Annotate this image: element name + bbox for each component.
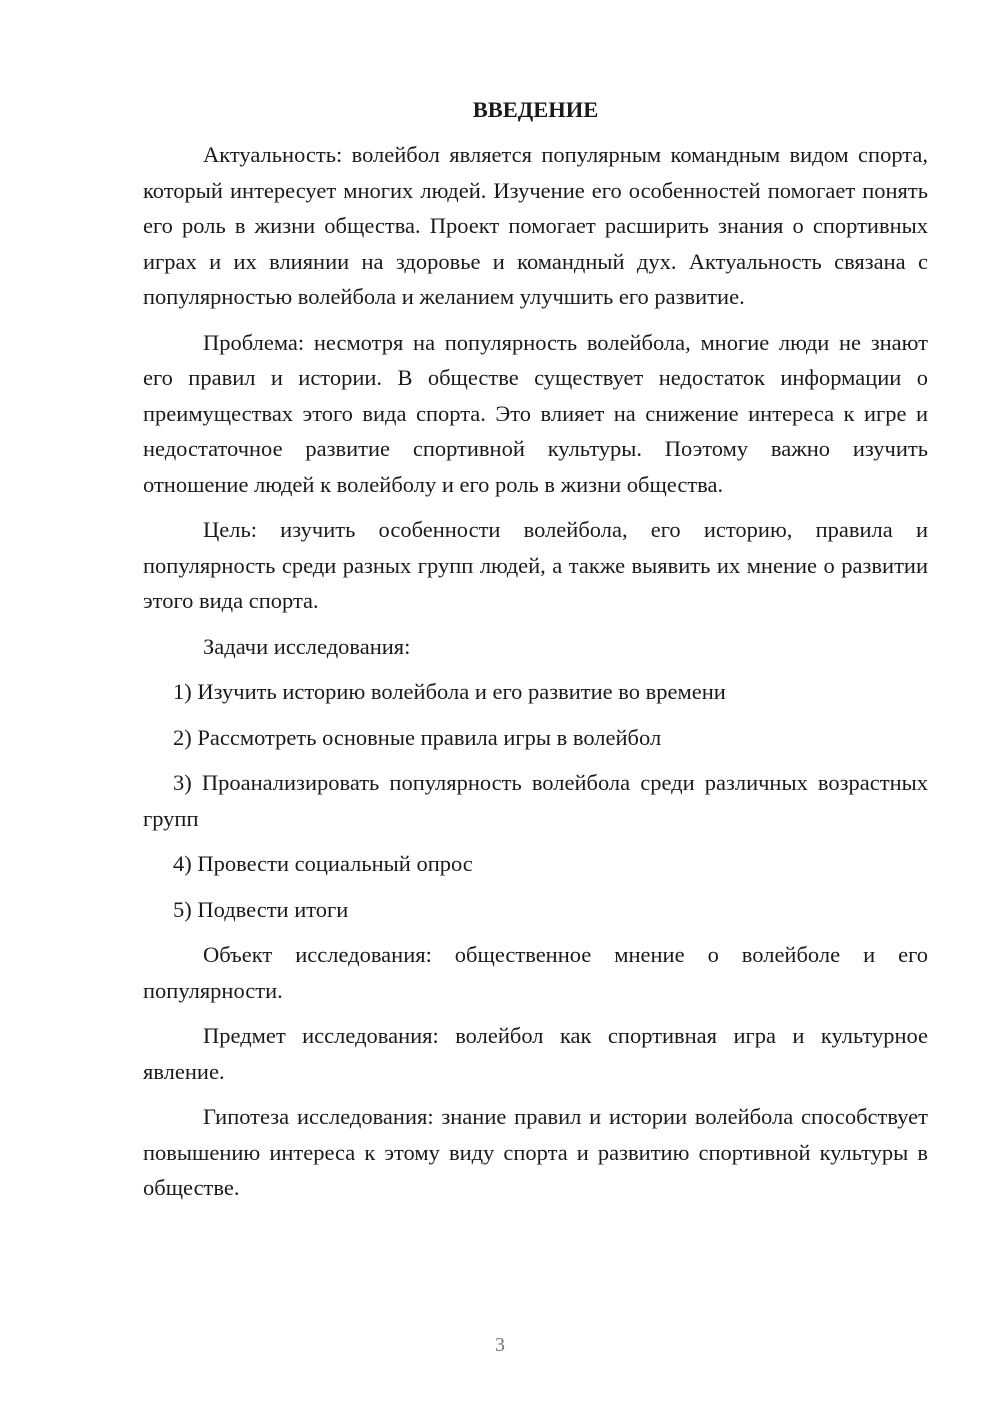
task-item: 1) Изучить историю волейбола и его развитие во времени — [173, 679, 726, 704]
page-number: 3 — [495, 1334, 505, 1356]
document-page — [143, 92, 928, 1216]
tasks-heading: Задачи исследования: — [203, 633, 411, 659]
hypothesis-paragraph: Гипотеза исследования: знание правил и истории волейбола способствует повышению интереса к этому виду спорта и развитию спортивной культуры в обществе. — [143, 1104, 928, 1200]
problem-paragraph: Проблема: несмотря на популярность волейбола, многие люди не знают его правил и истории. В обществе существует недостаток информации о преимуществах этого вида спорта. Это влияет на снижение интереса к игре и недостаточное развитие спортивной культуры. Поэтому важно изучить отношение людей к волейболу и его роль в жизни общества. — [143, 329, 928, 497]
task-item: 3) Проанализировать популярность волейбола среди различных возрастных групп — [143, 770, 928, 831]
subject-paragraph: Предмет исследования: волейбол как спортивная игра и культурное явление. — [143, 1023, 928, 1084]
relevance-paragraph: Актуальность: волейбол является популярным командным видом спорта, который интересует многих людей. Изучение его особенностей помогает понять его роль в жизни общества. Проект помогает расширить знания о спортивных играх и их влиянии на здоровье и командный дух. Актуальность связана с популярностью волейбола и желанием улучшить его развитие. — [143, 142, 928, 309]
object-paragraph: Объект исследования: общественное мнение о волейболе и его популярности. — [143, 942, 928, 1003]
goal-paragraph: Цель: изучить особенности волейбола, его историю, правила и популярность среди разных групп людей, а также выявить их мнение о развитии этого вида спорта. — [143, 517, 928, 613]
section-title: ВВЕДЕНИЕ — [472, 97, 599, 122]
task-item: 5) Подвести итоги — [173, 896, 349, 922]
task-item: 4) Провести социальный опрос — [173, 851, 473, 876]
task-item: 2) Рассмотреть основные правила игры в волейбол — [173, 724, 662, 750]
